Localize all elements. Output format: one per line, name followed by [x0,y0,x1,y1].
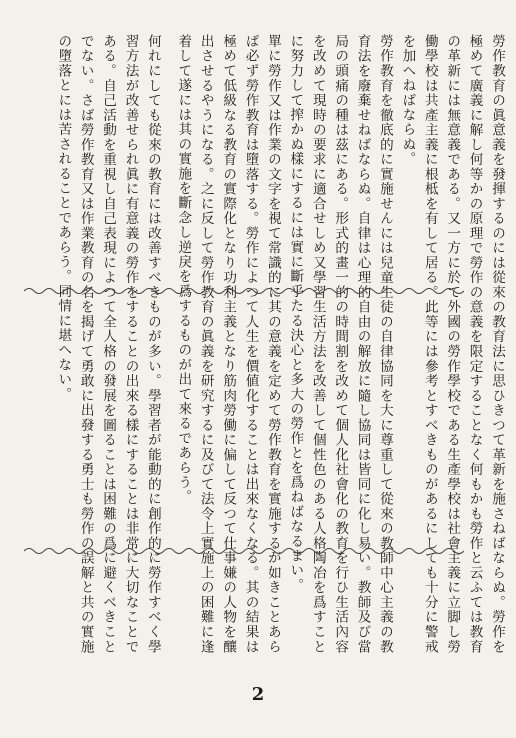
wavy-divider-top [24,286,464,296]
paragraph-1: 勞作教育の眞意義を發揮するのには從來の教育法に思ひきつて革新を施さねばならぬ。勞作を極めて廣義に解し何等かの原理で勞作の意義を限定することなく何もかも勞作と云ふては教育の革新には無意義である。又一方に於て外國の勞作學校である生產學校は社會主義に立脚し勞働學校は共產主義に根柢を有して居る。此等には參考とすべきものがあるにしても十分に警戒を加へねばならぬ。 [399,34,505,654]
section-gap [164,34,172,654]
paragraph-3: 單に勞作又は作業の文字を視て常識的に其の意義を定めて勞作教育を實施するが如きことあらば必ず勞作教育は墮落する。勞作によつて人生を價値化することは出來なくなる。其の結果は極めて低級なる教育の實際化となり功利主義となり筋肉勞働に偏して反つて仕事嫌の人物を釀出させるやうになる。之に反して勞作教育の眞義を研究するに及びて法令上實施上の困難に逢着して遂には其の實施を斷念し逆戾を爲するものが出て來るであらう。 [175,34,281,654]
wavy-divider-bottom [24,546,464,556]
paragraph-4: 何れにしても從來の教育には改善すべきものが多い。學習者が能動的に創作的に勞作すべく學習方法が改善せられ眞に有意義の勞作をすることの出來る樣にすることは非常に大切なことである。自己活動を重視し自己表現によつて全人格の發展を圖ることは困難の爲に避くべきことでない。さば勞作教育又は作業教育の名を揭げて勇敢に出發する勇士も勞作の誤解と共の實施の墮落とには苦されることであらう。同情に堪へない。 [55,34,161,654]
page-number: 2 [251,684,265,705]
main-text [18,34,508,654]
paragraph-2: 勞作教育を徹底的に實施せんには兒童生徒の自律協同を大に尊重して從來の教師中心主義の教育法を廢棄せねばならぬ。自律は心理的自由の解放に隨し協同は皆同に化し易い。教師及び當局の頭痛の種は茲にある。形式的畫一的の時間割を改めて個人化社會化の教育を行ひ生活內容を改めて現時の要求に適合せしめ又學習生活方法を改善して個性色のある人格陶冶を爲すことに努力して搾かぬ樣にするには實に斷乎たる決心と多大の勞作とを爲ねばなるまい。 [287,34,393,654]
